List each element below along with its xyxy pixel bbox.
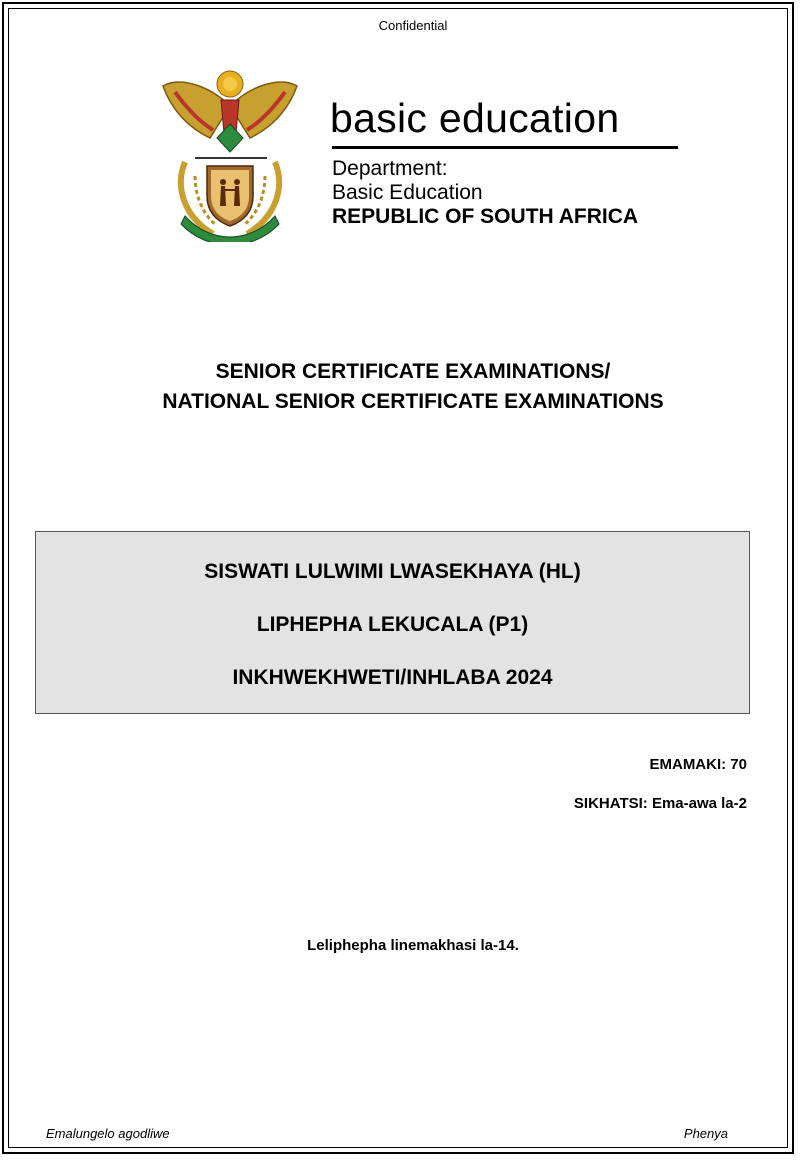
- confidential-label: Confidential: [378, 18, 448, 33]
- exam-heading: [0, 357, 800, 417]
- brand-block: [330, 95, 620, 141]
- subject-box: [35, 531, 750, 714]
- marks-label: EMAMAKI: 70: [649, 756, 747, 773]
- exam-heading-line2: NATIONAL SENIOR CERTIFICATE EXAMINATIONS: [162, 390, 664, 413]
- footer-turn-over: Phenya: [683, 1126, 728, 1141]
- brand-underline: [332, 146, 678, 149]
- subject-paper: LIPHEPHA LEKUCALA (P1): [256, 613, 529, 636]
- subject-session: INKHWEKHWETI/INHLABA 2024: [232, 666, 553, 689]
- department-label: Department:: [332, 157, 448, 180]
- department-name: Basic Education: [332, 181, 483, 204]
- department-block: [332, 157, 638, 229]
- time-label: SIKHATSI: Ema-awa la-2: [573, 795, 747, 812]
- page-count-note: Leliphepha linemakhasi la-14.: [307, 937, 519, 954]
- exam-heading-line1: SENIOR CERTIFICATE EXAMINATIONS/: [215, 360, 611, 383]
- subject-language: SISWATI LULWIMI LWASEKHAYA (HL): [204, 560, 581, 583]
- coat-of-arms-icon: [155, 66, 305, 242]
- footer-copyright: Emalungelo agodliwe: [46, 1126, 170, 1141]
- brand-title: basic education: [330, 95, 620, 141]
- country-name: REPUBLIC OF SOUTH AFRICA: [332, 205, 639, 228]
